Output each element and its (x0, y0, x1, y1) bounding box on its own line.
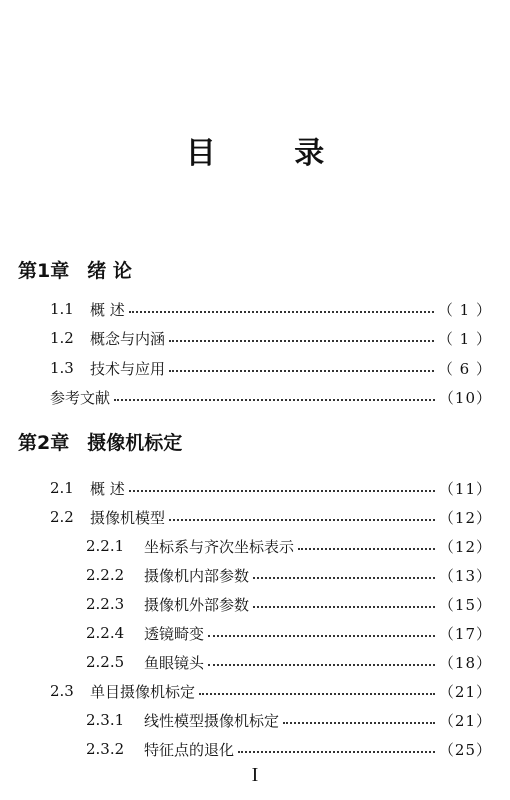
entry-number: 2.2 (50, 508, 74, 526)
entry-label: 参考文献 (50, 388, 111, 407)
toc-entry-references[interactable] (50, 386, 492, 408)
entry-label: 坐标系与齐次坐标表示 (144, 537, 295, 556)
entry-page: （17） (438, 624, 492, 643)
entry-page: （15） (438, 595, 492, 614)
entry-number: 1.3 (50, 359, 74, 377)
leader-dots (129, 490, 435, 492)
toc-entry[interactable] (50, 298, 492, 320)
toc-subentry[interactable] (86, 651, 492, 673)
entry-number: 2.2.4 (86, 624, 125, 642)
toc-subentry[interactable] (86, 564, 492, 586)
leader-dots (298, 548, 435, 550)
toc-subentry[interactable] (86, 709, 492, 731)
entry-label: 线性模型摄像机标定 (144, 711, 280, 730)
entry-page: （ 6 ） (437, 359, 492, 378)
chapter-heading (18, 256, 132, 283)
chapter-number: 第2章 (18, 432, 70, 454)
entry-page: （11） (438, 479, 492, 498)
toc-entry[interactable] (50, 357, 492, 379)
leader-dots (238, 751, 435, 753)
entry-number: 2.3.1 (86, 711, 125, 729)
toc-subentry[interactable] (86, 738, 492, 760)
entry-label: 鱼眼镜头 (144, 653, 205, 672)
leader-dots (129, 311, 434, 313)
entry-label: 特征点的退化 (144, 740, 235, 759)
entry-label: 技术与应用 (90, 359, 166, 378)
leader-dots (208, 635, 435, 637)
entry-label: 摄像机外部参数 (144, 595, 250, 614)
leader-dots (114, 399, 435, 401)
entry-label: 摄像机模型 (90, 508, 166, 527)
chapter-heading (18, 428, 182, 455)
entry-number: 2.2.2 (86, 566, 125, 584)
entry-page: （12） (438, 537, 492, 556)
entry-number: 1.2 (50, 329, 74, 347)
entry-number: 2.2.1 (86, 537, 125, 555)
leader-dots (208, 664, 435, 666)
leader-dots (199, 693, 435, 695)
entry-page: （10） (438, 388, 492, 407)
entry-label: 概 述 (90, 479, 125, 498)
toc-entry[interactable] (50, 477, 492, 499)
entry-page: （12） (438, 508, 492, 527)
leader-dots (169, 370, 434, 372)
chapter-title: 摄像机标定 (87, 432, 183, 454)
page-title: 目 录 (185, 136, 359, 171)
leader-dots (253, 606, 435, 608)
entry-page: （18） (438, 653, 492, 672)
entry-number: 2.2.3 (86, 595, 125, 613)
leader-dots (253, 577, 435, 579)
entry-page: （ 1 ） (437, 300, 492, 319)
entry-number: 2.3.2 (86, 740, 125, 758)
toc-subentry[interactable] (86, 535, 492, 557)
entry-label: 单目摄像机标定 (90, 682, 196, 701)
toc-subentry[interactable] (86, 593, 492, 615)
entry-number: 2.2.5 (86, 653, 125, 671)
toc-entry[interactable] (50, 680, 492, 702)
entry-label: 摄像机内部参数 (144, 566, 250, 585)
entry-page: （13） (438, 566, 492, 585)
entry-page: （ 1 ） (437, 329, 492, 348)
page-number: I (251, 764, 259, 786)
entry-label: 概 述 (90, 300, 125, 319)
entry-number: 1.1 (50, 300, 74, 318)
toc-entry[interactable] (50, 506, 492, 528)
entry-number: 2.3 (50, 682, 74, 700)
entry-page: （21） (438, 711, 492, 730)
entry-page: （25） (438, 740, 492, 759)
toc-subentry[interactable] (86, 622, 492, 644)
entry-page: （21） (438, 682, 492, 701)
entry-label: 透镜畸变 (144, 624, 205, 643)
leader-dots (283, 722, 435, 724)
entry-label: 概念与内涵 (90, 329, 166, 348)
leader-dots (169, 519, 435, 521)
toc-entry[interactable] (50, 327, 492, 349)
entry-number: 2.1 (50, 479, 74, 497)
leader-dots (169, 340, 434, 342)
chapter-title: 绪 论 (87, 260, 132, 282)
chapter-number: 第1章 (18, 260, 70, 282)
